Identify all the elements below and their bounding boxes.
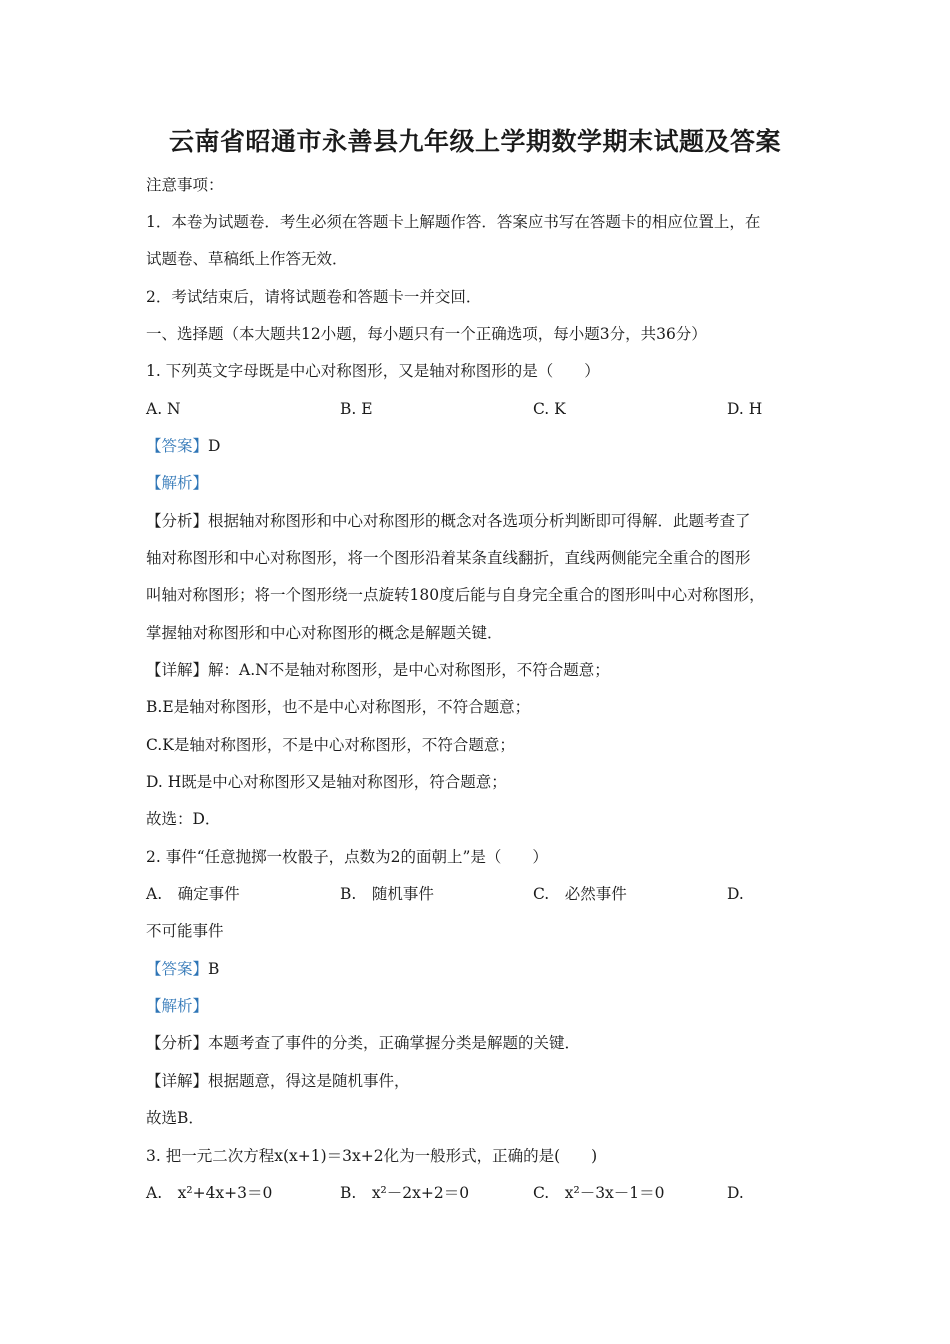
q1-stem: 1. 下列英文字母既是中心对称图形，又是轴对称图形的是（ ） — [146, 362, 600, 380]
q2-detail-text: 根据题意，得这是随机事件， — [208, 1072, 410, 1090]
q2-detail — [146, 1070, 410, 1092]
q2-answer-value: B — [208, 960, 220, 978]
q1-option-d: D. H — [727, 400, 763, 418]
q3-option-b: B. x²－2x+2＝0 — [340, 1184, 470, 1202]
q2-fenxi-tag: 【分析】 — [146, 1034, 209, 1052]
q1-fenxi-line-3: 叫轴对称图形；将一个图形绕一点旋转180度后能与自身完全重合的图形叫中心对称图形， — [146, 586, 765, 604]
q1-conclusion: 故选：D． — [146, 810, 221, 828]
q1-answer-tag: 【答案】 — [146, 437, 209, 455]
q1-detail-line-3: C.K是轴对称图形，不是中心对称图形，不符合题意； — [146, 736, 515, 754]
document-title: 云南省昭通市永善县九年级上学期数学期末试题及答案 — [168, 127, 781, 156]
notice-2: 2．考试结束后，请将试题卷和答题卡一并交回． — [146, 288, 482, 306]
q1-fenxi-line-2: 轴对称图形和中心对称图形，将一个图形沿着某条直线翻折，直线两侧能完全重合的图形 — [146, 549, 751, 567]
q3-option-a: A. x²+4x+3＝0 — [146, 1184, 273, 1202]
q2-fenxi-text: 本题考查了事件的分类，正确掌握分类是解题的关键． — [208, 1034, 581, 1052]
q2-option-b: B. 随机事件 — [340, 885, 434, 903]
notice-header: 注意事项： — [146, 176, 224, 194]
q2-analysis-tag: 【解析】 — [146, 997, 209, 1015]
q2-answer-tag: 【答案】 — [146, 960, 209, 978]
q1-analysis-tag: 【解析】 — [146, 474, 209, 492]
q1-option-b: B. E — [340, 400, 373, 418]
q1-detail-line-2: B.E是轴对称图形，也不是中心对称图形，不符合题意； — [146, 698, 531, 716]
q1-answer — [146, 435, 220, 457]
q1-detail-line-1 — [146, 659, 610, 681]
q1-fenxi-line-4: 掌握轴对称图形和中心对称图形的概念是解题关键． — [146, 624, 503, 642]
q1-detail-text-1: 解：A.N不是轴对称图形，是中心对称图形，不符合题意； — [208, 661, 610, 679]
q1-fenxi-tag: 【分析】 — [146, 512, 209, 530]
q2-conclusion: 故选B． — [146, 1109, 204, 1127]
q1-option-a: A. N — [146, 400, 181, 418]
q2-option-d-text: 不可能事件 — [146, 922, 224, 940]
q2-option-c: C. 必然事件 — [533, 885, 627, 903]
q2-option-d: D. — [727, 885, 744, 903]
q1-fenxi-text-1: 根据轴对称图形和中心对称图形的概念对各选项分析判断即可得解．此题考查了 — [208, 512, 751, 530]
q1-fenxi-line-1 — [146, 510, 751, 532]
q1-detail-line-4: D. H既是中心对称图形又是轴对称图形，符合题意； — [146, 773, 507, 791]
q2-fenxi — [146, 1032, 580, 1054]
q1-answer-value: D — [208, 437, 221, 455]
q2-answer — [146, 958, 219, 980]
notice-1-line-1: 1．本卷为试题卷．考生必须在答题卡上解题作答．答案应书写在答题卡的相应位置上，在 — [146, 213, 761, 231]
q2-stem: 2. 事件“任意抛掷一枚骰子，点数为2的面朝上”是（ ） — [146, 848, 548, 866]
q3-option-c: C. x²－3x－1＝0 — [533, 1184, 665, 1202]
section-1-heading: 一、选择题（本大题共12小题，每小题只有一个正确选项，每小题3分，共36分） — [146, 325, 707, 343]
q1-detail-tag: 【详解】 — [146, 661, 209, 679]
q1-option-c: C. K — [533, 400, 566, 418]
q2-detail-tag: 【详解】 — [146, 1072, 209, 1090]
notice-1-line-2: 试题卷、草稿纸上作答无效． — [146, 250, 348, 268]
q3-stem: 3. 把一元二次方程x(x+1)＝3x+2化为一般形式，正确的是( ) — [146, 1147, 598, 1165]
q2-option-a: A. 确定事件 — [146, 885, 240, 903]
q3-option-d: D. — [727, 1184, 744, 1202]
